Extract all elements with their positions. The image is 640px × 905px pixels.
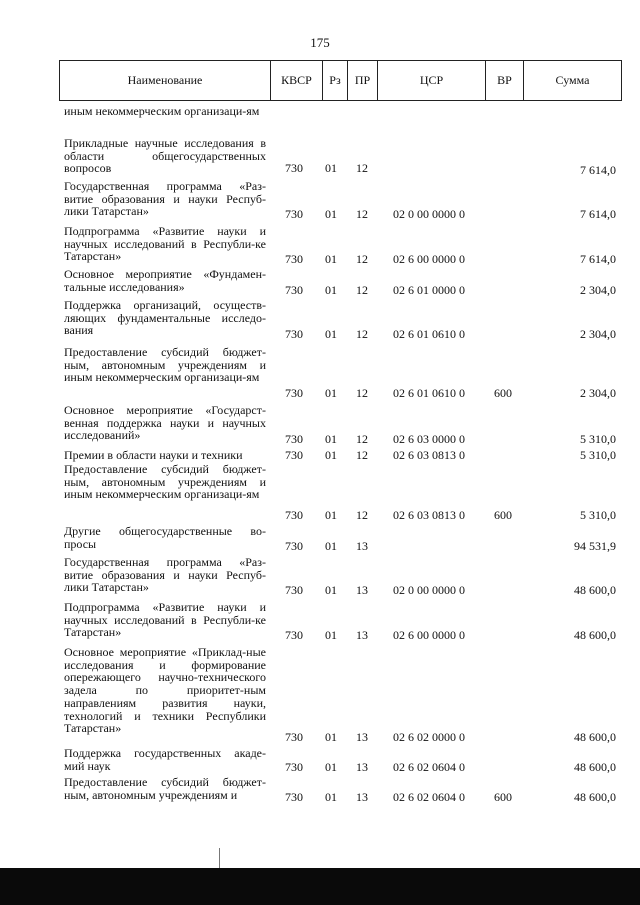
row-sum: 2 304,0 (580, 283, 616, 297)
row-sum: 2 304,0 (580, 327, 616, 341)
row-rz: 01 (325, 327, 337, 341)
row-sum: 48 600,0 (574, 790, 616, 804)
row-kvsr: 730 (285, 327, 303, 341)
row-pr: 12 (356, 386, 368, 400)
row-csr: 02 0 00 0000 0 (393, 207, 465, 221)
row-kvsr: 730 (285, 448, 303, 462)
row-sum: 7 614,0 (580, 163, 616, 177)
row-name: Другие общегосударственные во-просы (64, 524, 266, 551)
row-sum: 2 304,0 (580, 386, 616, 400)
row-pr: 12 (356, 283, 368, 297)
row-pr: 13 (356, 760, 368, 774)
row-name: иным некоммерческим организаци-ям (64, 104, 260, 118)
row-sum: 48 600,0 (574, 760, 616, 774)
row-name: Поддержка организаций, осуществ-ляющих фундаментальные исследо-вания (64, 298, 266, 338)
row-csr: 02 6 03 0813 0 (393, 448, 465, 462)
row-pr: 12 (356, 327, 368, 341)
row-kvsr: 730 (285, 207, 303, 221)
row-pr: 12 (356, 252, 368, 266)
scan-artifact-line (219, 848, 220, 868)
row-kvsr: 730 (285, 386, 303, 400)
header-sum: Сумма (555, 73, 590, 87)
row-rz: 01 (325, 508, 337, 522)
row-vr: 600 (494, 790, 512, 804)
header-csr: ЦСР (419, 73, 444, 87)
row-csr: 02 6 00 0000 0 (393, 628, 465, 642)
row-name: Государственная программа «Раз-витие образования и науки Респуб-лики Татарстан» (64, 555, 266, 595)
row-name: Основное мероприятие «Приклад-ные исследования и формирование опережающего научно-технического задела по приоритет-ным направлениям развития науки, технологий и техники Республики Татарстан» (64, 645, 266, 736)
row-csr: 02 6 02 0604 0 (393, 760, 465, 774)
row-name: Предоставление субсидий бюджет-ным, автономным учреждениям и иным некоммерческим организаци-ям (64, 462, 266, 502)
row-pr: 12 (356, 448, 368, 462)
row-name: Основное мероприятие «Государст-венная поддержка науки и научных исследований» (64, 403, 266, 443)
row-name: Премии в области науки и техники (64, 448, 243, 462)
row-vr: 600 (494, 386, 512, 400)
row-kvsr: 730 (285, 790, 303, 804)
row-csr: 02 6 01 0610 0 (393, 327, 465, 341)
row-name: Прикладные научные исследования в области общегосударственных вопросов (64, 136, 266, 176)
row-pr: 13 (356, 583, 368, 597)
row-rz: 01 (325, 283, 337, 297)
row-kvsr: 730 (285, 539, 303, 553)
row-pr: 13 (356, 790, 368, 804)
header-rz: Рз (329, 73, 341, 87)
row-csr: 02 6 00 0000 0 (393, 252, 465, 266)
row-kvsr: 730 (285, 283, 303, 297)
row-rz: 01 (325, 730, 337, 744)
row-name: Основное мероприятие «Фундамен-тальные исследования» (64, 267, 266, 294)
row-kvsr: 730 (285, 760, 303, 774)
row-name: Предоставление субсидий бюджет-ным, автономным учреждениям и (64, 775, 266, 802)
row-name: Государственная программа «Раз-витие образования и науки Респуб-лики Татарстан» (64, 179, 266, 219)
row-csr: 02 6 03 0000 0 (393, 432, 465, 446)
row-rz: 01 (325, 628, 337, 642)
row-sum: 7 614,0 (580, 207, 616, 221)
row-pr: 12 (356, 508, 368, 522)
row-sum: 94 531,9 (574, 539, 616, 553)
row-sum: 7 614,0 (580, 252, 616, 266)
row-csr: 02 6 02 0000 0 (393, 730, 465, 744)
row-rz: 01 (325, 790, 337, 804)
row-pr: 12 (356, 432, 368, 446)
row-kvsr: 730 (285, 252, 303, 266)
row-pr: 12 (356, 161, 368, 175)
row-rz: 01 (325, 386, 337, 400)
row-rz: 01 (325, 161, 337, 175)
row-kvsr: 730 (285, 161, 303, 175)
row-kvsr: 730 (285, 628, 303, 642)
row-pr: 13 (356, 628, 368, 642)
row-kvsr: 730 (285, 583, 303, 597)
scan-bottom-border (0, 868, 640, 905)
row-rz: 01 (325, 448, 337, 462)
row-kvsr: 730 (285, 432, 303, 446)
row-name: Подпрограмма «Развитие науки и научных исследований в Республи-ке Татарстан» (64, 600, 266, 640)
table-header (59, 60, 622, 101)
row-sum: 48 600,0 (574, 583, 616, 597)
header-pr: ПР (354, 73, 371, 87)
row-csr: 02 6 02 0604 0 (393, 790, 465, 804)
row-csr: 02 0 00 0000 0 (393, 583, 465, 597)
row-kvsr: 730 (285, 730, 303, 744)
row-name: Поддержка государственных акаде-мий наук (64, 746, 266, 773)
header-kvsr: КВСР (281, 73, 312, 87)
row-pr: 13 (356, 539, 368, 553)
row-csr: 02 6 01 0000 0 (393, 283, 465, 297)
row-vr: 600 (494, 508, 512, 522)
header-name: Наименование (127, 73, 203, 87)
row-rz: 01 (325, 432, 337, 446)
row-rz: 01 (325, 583, 337, 597)
page-number: 175 (310, 35, 330, 50)
row-name: Предоставление субсидий бюджет-ным, автономным учреждениям и иным некоммерческим организаци-ям (64, 345, 266, 385)
header-vr: ВР (497, 73, 512, 87)
row-rz: 01 (325, 207, 337, 221)
row-name: Подпрограмма «Развитие науки и научных исследований в Республи-ке Татарстан» (64, 224, 266, 264)
row-rz: 01 (325, 760, 337, 774)
row-sum: 5 310,0 (580, 448, 616, 462)
row-pr: 13 (356, 730, 368, 744)
row-sum: 5 310,0 (580, 508, 616, 522)
row-kvsr: 730 (285, 508, 303, 522)
row-sum: 5 310,0 (580, 432, 616, 446)
row-rz: 01 (325, 539, 337, 553)
row-pr: 12 (356, 207, 368, 221)
row-sum: 48 600,0 (574, 730, 616, 744)
row-csr: 02 6 03 0813 0 (393, 508, 465, 522)
row-sum: 48 600,0 (574, 628, 616, 642)
row-csr: 02 6 01 0610 0 (393, 386, 465, 400)
row-rz: 01 (325, 252, 337, 266)
